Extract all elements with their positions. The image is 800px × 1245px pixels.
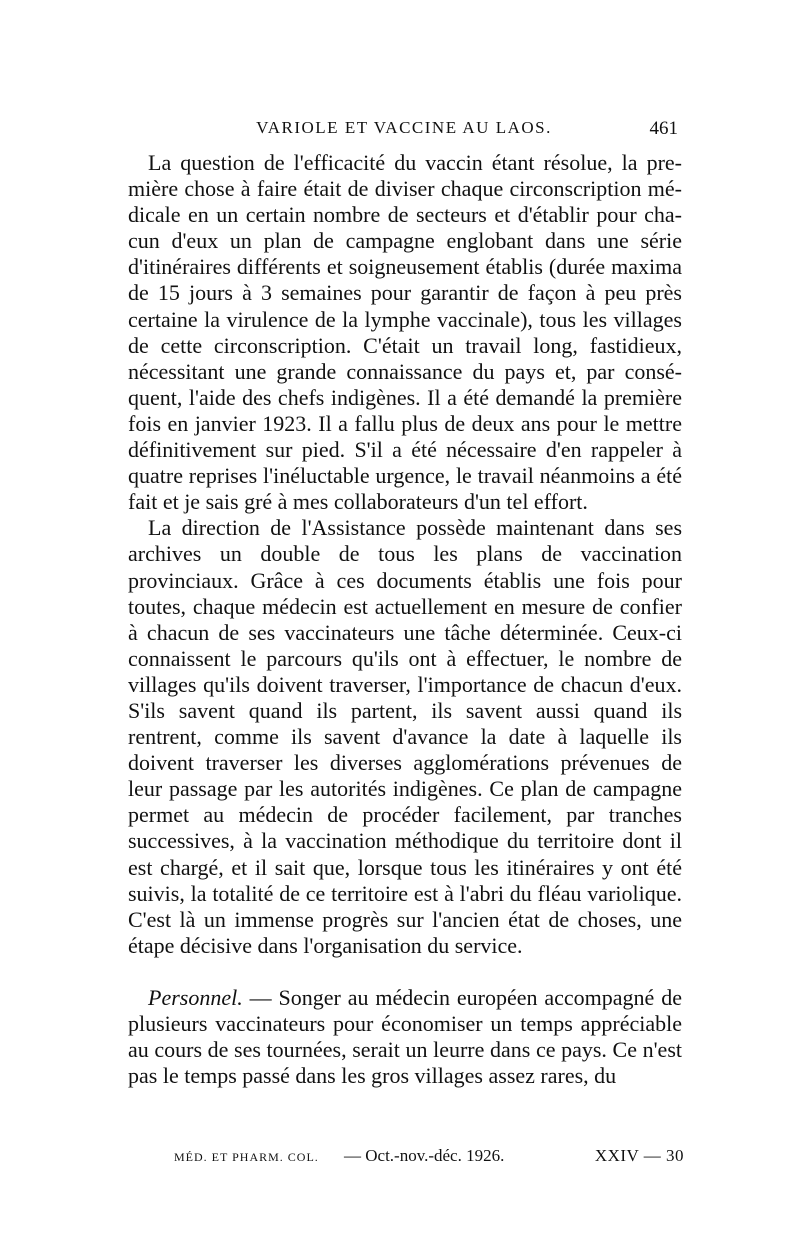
footer-dates: — Oct.-nov.-déc. 1926.: [344, 1146, 505, 1165]
paragraph-personnel: [128, 985, 682, 1089]
paragraph-vaccine-efficacy: La question de l'efficacité du vaccin étant résolue, la première chose à faire était de diviser chaque circonscription médicale en un certain nombre de secteurs et d'établir pour chacun d'eux un plan de campagne englobant dans une série d'itinéraires différents et soigneusement établis (durée maxima de 15 jours à 3 semaines pour garantir de façon à peu près certaine la virulence de la lymphe vaccinale), tous les villages de cette circonscription. C'était un travail long, fastidieux, nécessitant une grande connaissance du pays et, par conséquent, l'aide des chefs indigènes. Il a été demandé la première fois en janvier 1923. Il a fallu plus de deux ans pour le mettre définitivement sur pied. S'il a été nécessaire d'en rappeler à quatre reprises l'inéluctable urgence, le travail néanmoins a été fait et je sais gré à mes collaborateurs d'un tel effort.: [128, 150, 682, 515]
page-number: 461: [649, 118, 678, 139]
paragraph-personnel-text: — Songer au médecin européen accompagné de plusieurs vaccinateurs pour économiser un temps appréciable au cours de ses tournées, serait un leurre dans ce pays. Ce n'est pas le temps passé dans les gros villages assez rares, du: [128, 984, 682, 1089]
body-text: [128, 150, 682, 1089]
footer-signature: XXIV — 30: [594, 1146, 684, 1165]
paragraph-assistance-direction: La direction de l'Assistance possède maintenant dans ses archives un double de tous les plans de vaccination provinciaux. Grâce à ces documents établis une fois pour toutes, chaque médecin est actuellement en mesure de confier à chacun de ses vaccinateurs une tâche déterminée. Ceux-ci connaissent le parcours qu'ils ont à effectuer, le nombre de villages qu'ils doivent traverser, l'importance de chacun d'eux. S'ils savent quand ils partent, ils savent aussi quand ils rentrent, comme ils savent d'avance la date à laquelle ils doivent traverser les diverses agglomérations prévenues de leur passage par les autorités indigènes. Ce plan de campagne permet au médecin de procéder facilement, par tranches successives, à la vaccination méthodique du territoire dont il est chargé, et il sait que, lorsque tous les itinéraires y ont été suivis, la totalité de ce territoire est à l'abri du fléau variolique. C'est là un immense progrès sur l'ancien état de choses, une étape décisive dans l'organisation du service.: [128, 515, 682, 958]
page-footer: [174, 1146, 684, 1170]
page-header: [128, 118, 680, 148]
footer-journal: MÉD. ET PHARM. COL.: [174, 1150, 319, 1164]
section-label-personnel: Personnel.: [148, 984, 243, 1010]
running-title: VARIOLE ET VACCINE AU LAOS.: [256, 118, 552, 137]
